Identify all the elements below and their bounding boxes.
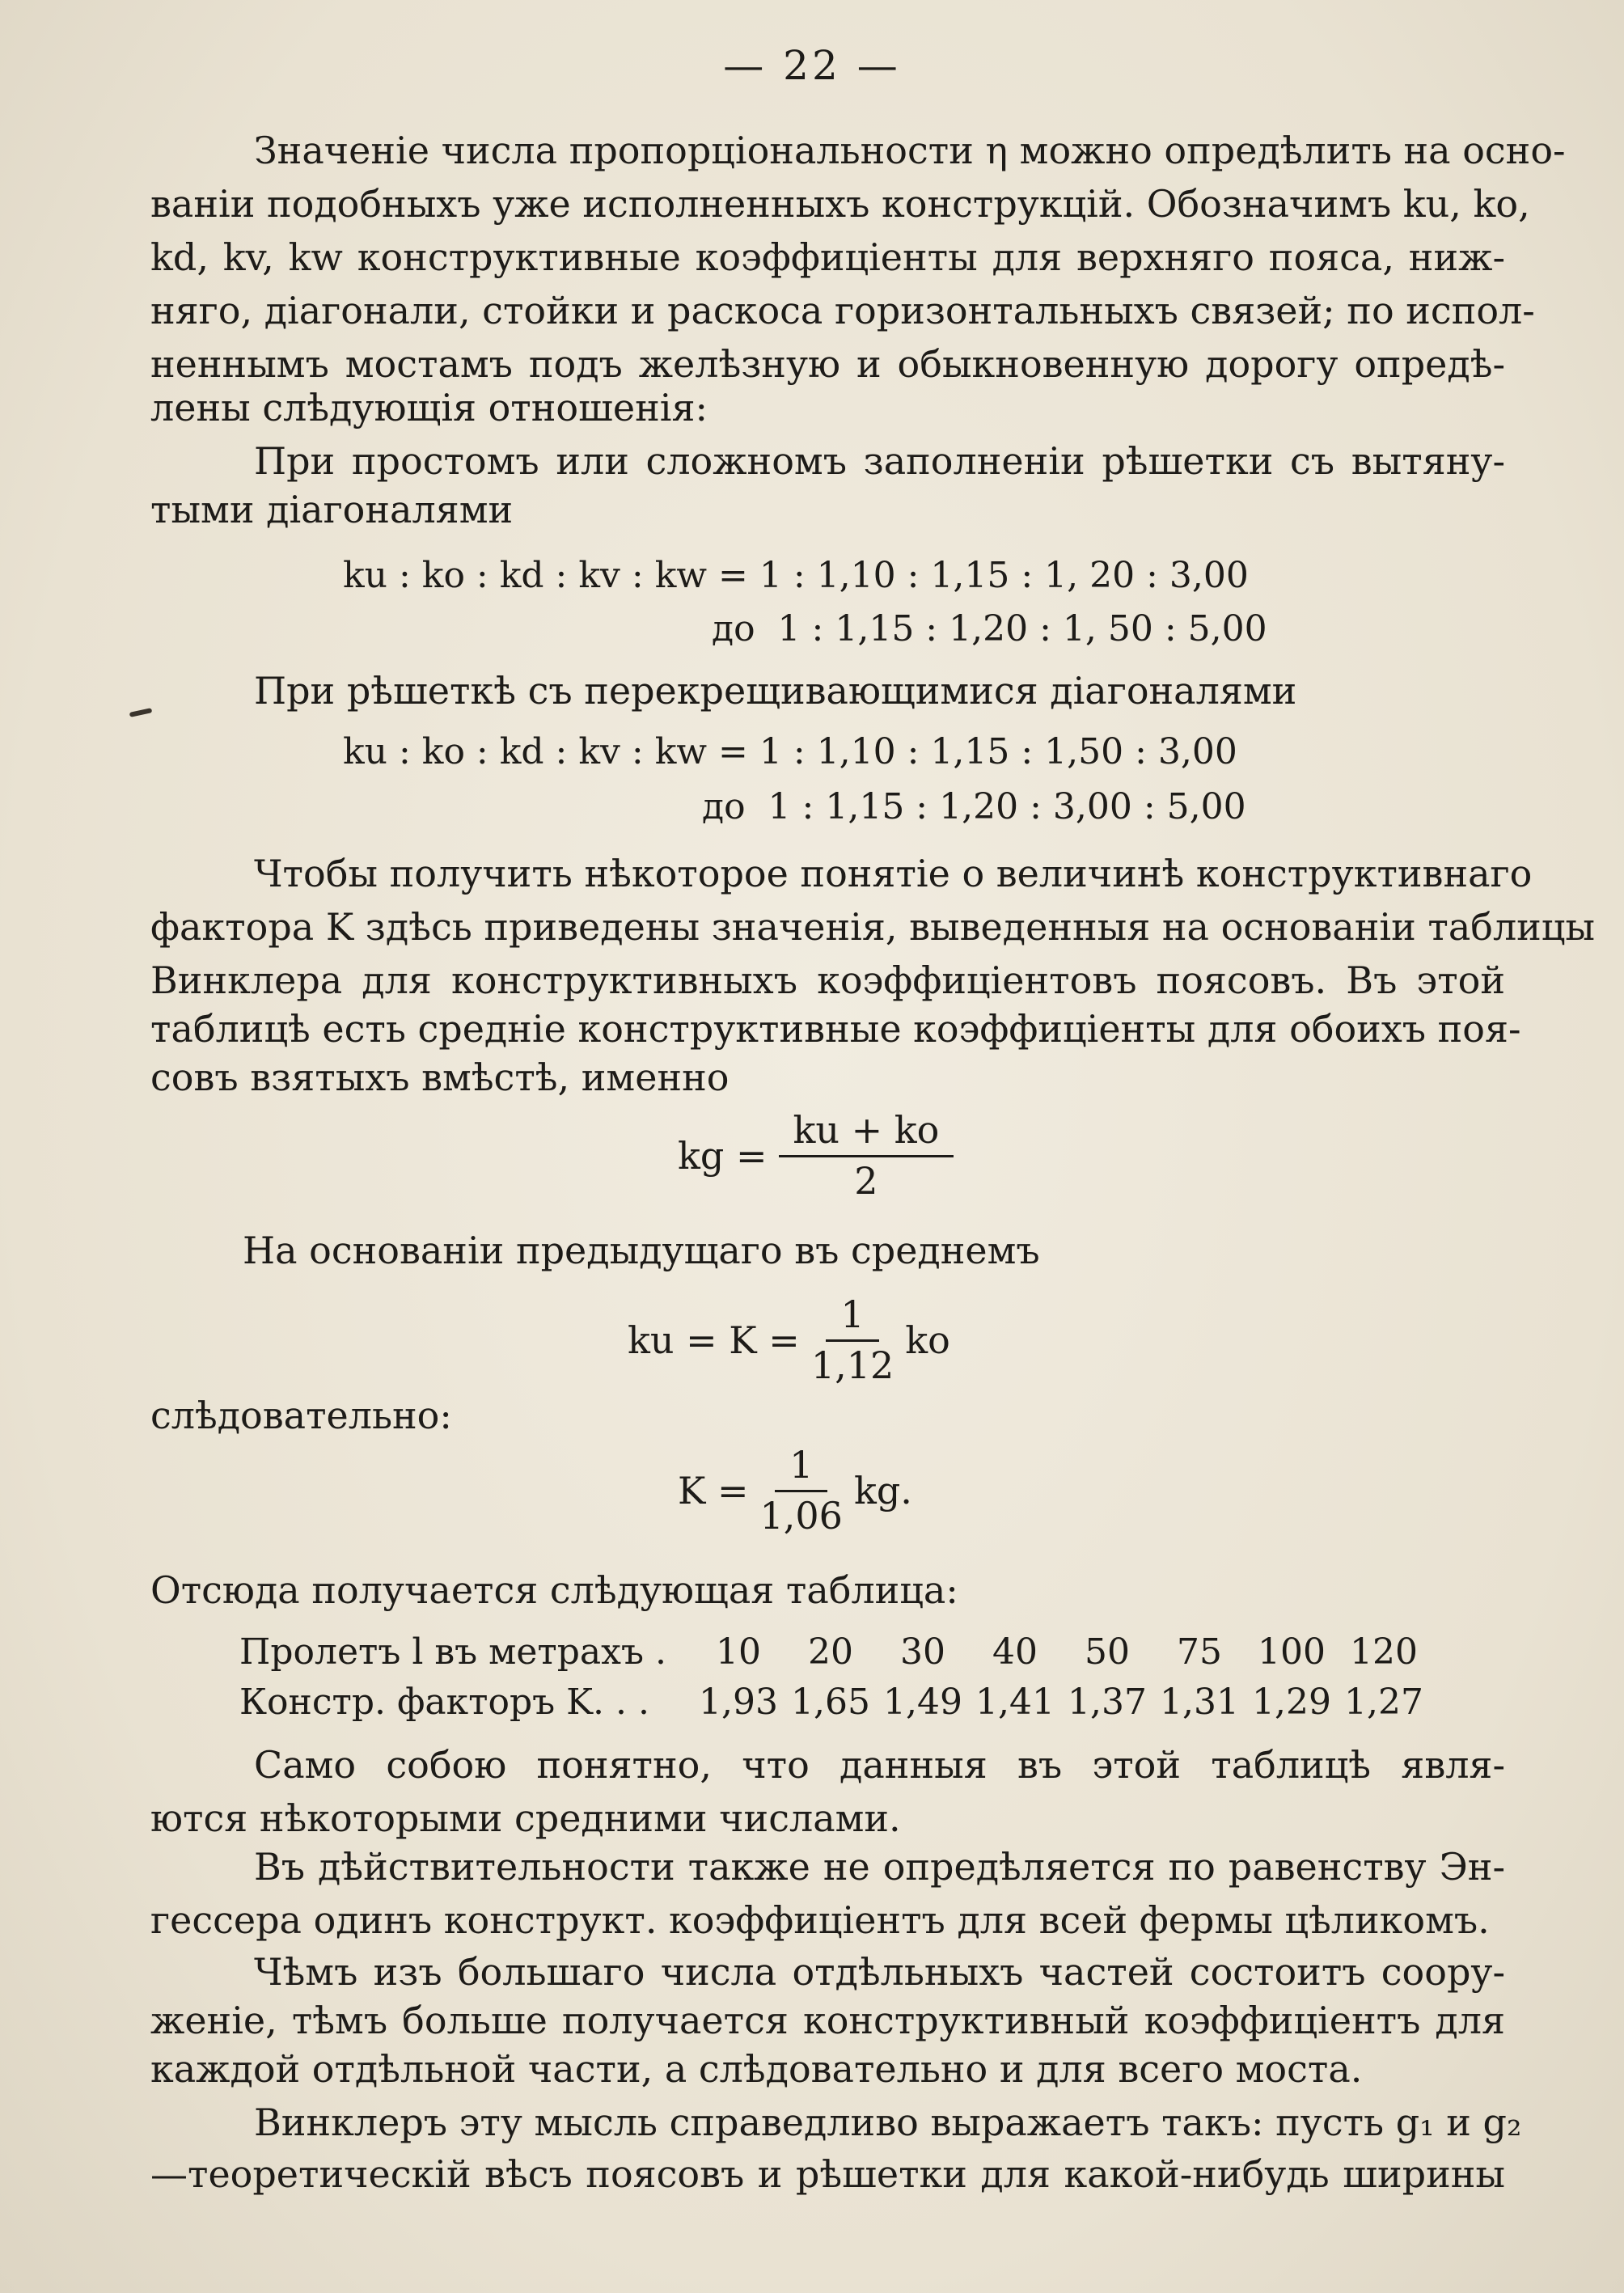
para5-line: каждой отдѣльной части, а слѣдовательно и для всего моста. (150, 2047, 1363, 2091)
cross-lattice-heading: При рѣшеткѣ съ перекрещивающимися діагоналями (254, 669, 1297, 713)
formula-lhs: kg = (678, 1133, 768, 1178)
table-cell: 40 (992, 1631, 1038, 1673)
para1-line: kd, kv, kw конструктивные коэффиціенты для верхняго пояса, ниж- (150, 235, 1505, 279)
para1-line: ваніи подобныхъ уже исполненныхъ конструкцій. Обозначимъ ku, ko, (150, 182, 1530, 226)
table-cell: 1,65 (791, 1682, 870, 1723)
table-cell: 75 (1177, 1631, 1222, 1673)
para2-line: Винклера для конструктивныхъ коэффиціентовъ поясовъ. Въ этой (150, 958, 1505, 1002)
formula-rhs: kg. (853, 1468, 912, 1512)
ink-mark (129, 708, 153, 717)
table-cell: 50 (1085, 1631, 1130, 1673)
span-factor-table (239, 1627, 1430, 1728)
para4-line: Въ дѣйствительности также не опредѣляется по равенству Эн- (254, 1845, 1505, 1889)
basis-line: На основаніи предыдущаго въ среднемъ (243, 1229, 1040, 1272)
para1-line: Значеніе числа пропорціональности η можно опредѣлить на осно- (254, 129, 1566, 172)
para5-line: женіе, тѣмъ больше получается конструктивный коэффиціентъ для (150, 1999, 1505, 2042)
table-row-label: Констр. факторъ K. . . (239, 1682, 649, 1723)
fraction-denominator: 2 (854, 1159, 878, 1203)
para2-line: таблицѣ есть средніе конструктивные коэффиціенты для обоихъ поя- (150, 1007, 1521, 1051)
page-number: — 22 — (723, 42, 901, 89)
para1-line: няго, діагонали, стойки и раскоса горизонтальныхъ связей; по испол- (150, 289, 1535, 332)
table-cell: 120 (1350, 1631, 1418, 1673)
simple-lattice-heading: тыми діагоналями (150, 488, 514, 531)
formula-rhs: ko (905, 1318, 950, 1362)
ku-formula (628, 1294, 950, 1386)
table-cell: 1,41 (975, 1682, 1055, 1723)
table-cell: 20 (808, 1631, 853, 1673)
table-cell: 1,31 (1160, 1682, 1239, 1723)
para6-line: —теоретическій вѣсъ поясовъ и рѣшетки для какой-нибудь ширины (150, 2152, 1505, 2196)
para6-line: Винклеръ эту мысль справедливо выражаетъ такъ: пусть g₁ и g₂ (254, 2101, 1522, 2144)
simple-lattice-heading: При простомъ или сложномъ заполненіи рѣшетки съ вытяну- (254, 439, 1505, 483)
para2-line: совъ взятыхъ вмѣстѣ, именно (150, 1056, 730, 1099)
table-cell: 1,93 (699, 1682, 778, 1723)
ratio-equation: до 1 : 1,15 : 1,20 : 1, 50 : 5,00 (712, 608, 1267, 649)
table-cell: 1,37 (1068, 1682, 1147, 1723)
fraction (811, 1294, 894, 1386)
table-cell: 30 (900, 1631, 945, 1673)
table-cell: 10 (716, 1631, 761, 1673)
para3-line: ются нѣкоторыми средними числами. (150, 1796, 901, 1840)
table-cell: 1,49 (883, 1682, 962, 1723)
para2-line: Чтобы получить нѣкоторое понятіе о величинѣ конструктивнаго (254, 852, 1533, 895)
ratio-equation: ku : ko : kd : kv : kw = 1 : 1,10 : 1,15 : 1, 20 : 3,00 (343, 555, 1249, 596)
para2-line: фактора K здѣсь приведены значенія, выведенныя на основаніи таблицы (150, 905, 1596, 949)
fraction-denominator: 1,06 (759, 1494, 843, 1538)
fraction-denominator: 1,12 (810, 1343, 894, 1387)
para1-line: лены слѣдующія отношенія: (150, 386, 708, 429)
kg-formula (678, 1110, 965, 1201)
para4-line: гессера одинъ конструкт. коэффиціентъ для всей фермы цѣликомъ. (150, 1898, 1490, 1942)
fraction-numerator: ku + ko (779, 1110, 954, 1157)
ratio-equation: ku : ko : kd : kv : kw = 1 : 1,10 : 1,15 : 1,50 : 3,00 (343, 731, 1237, 772)
formula-lhs: K = (678, 1468, 749, 1512)
table-row-label: Пролетъ l въ метрахъ . (239, 1631, 666, 1673)
fraction-numerator: 1 (775, 1445, 827, 1492)
table-intro: Отсюда получается слѣдующая таблица: (150, 1568, 958, 1612)
table-cell: 100 (1258, 1631, 1326, 1673)
para3-line: Само собою понятно, что данныя въ этой таблицѣ явля- (254, 1743, 1505, 1787)
consequently-line: слѣдовательно: (150, 1394, 452, 1437)
formula-lhs: ku = K = (628, 1318, 800, 1362)
para1-line: неннымъ мостамъ подъ желѣзную и обыкновенную дорогу опредѣ- (150, 342, 1505, 386)
ratio-equation: до 1 : 1,15 : 1,20 : 3,00 : 5,00 (702, 786, 1246, 827)
para5-line: Чѣмъ изъ большаго числа отдѣльныхъ частей состоитъ соору- (254, 1950, 1505, 1994)
table-cell: 1,27 (1344, 1682, 1423, 1723)
K-formula (678, 1445, 912, 1536)
table-cell: 1,29 (1252, 1682, 1331, 1723)
fraction-numerator: 1 (826, 1294, 878, 1342)
fraction (760, 1445, 843, 1536)
fraction (779, 1110, 954, 1201)
